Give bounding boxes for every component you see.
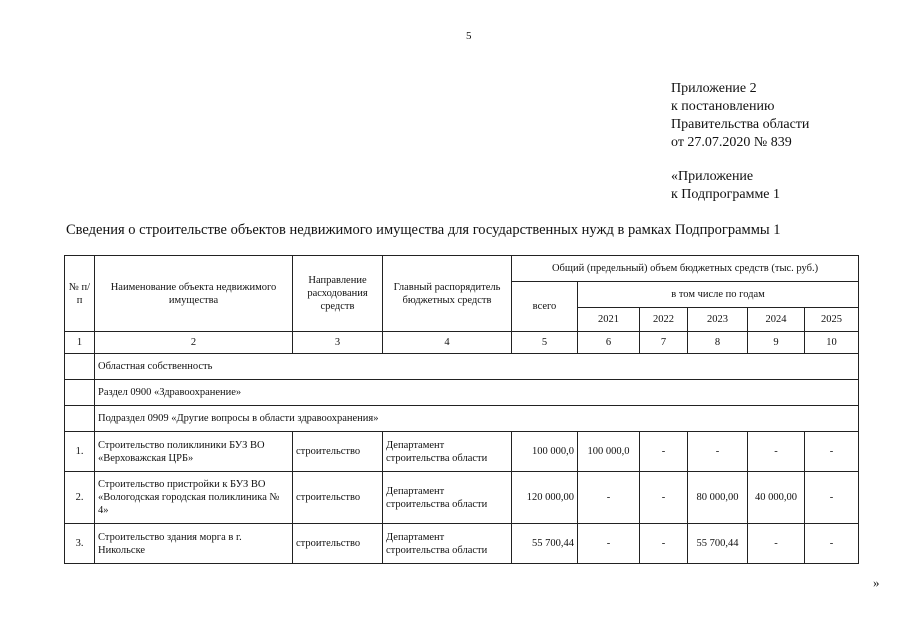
- object-name: Строительство пристройки к БУЗ ВО «Вологодская городская поликлиника № 4»: [95, 472, 293, 524]
- direction: строительство: [293, 524, 383, 564]
- row-num: 1.: [65, 432, 95, 472]
- object-name: Строительство здания морга в г. Никольске: [95, 524, 293, 564]
- header-direction: Направление расходования средств: [293, 256, 383, 332]
- manager: Департамент строительства области: [383, 432, 512, 472]
- col-number: 10: [805, 332, 859, 354]
- year-value: -: [640, 432, 688, 472]
- object-name: Строительство поликлиники БУЗ ВО «Верховажская ЦРБ»: [95, 432, 293, 472]
- appendix-line: к Подпрограмме 1: [671, 187, 781, 202]
- year-value: -: [748, 524, 805, 564]
- appendix-line: «Приложение: [671, 169, 754, 184]
- row-num: 2.: [65, 472, 95, 524]
- year-value: 55 700,44: [688, 524, 748, 564]
- empty-cell: [65, 380, 95, 406]
- page-number: 5: [466, 30, 472, 42]
- construction-table: [64, 255, 859, 564]
- appendix-line: от 27.07.2020 № 839: [671, 135, 792, 150]
- col-number: 3: [293, 332, 383, 354]
- manager: Департамент строительства области: [383, 472, 512, 524]
- direction: строительство: [293, 472, 383, 524]
- table-row: [65, 524, 859, 564]
- year-value: -: [578, 472, 640, 524]
- section-row: Областная собственность: [95, 354, 859, 380]
- table-row: [65, 432, 859, 472]
- year-value: -: [688, 432, 748, 472]
- section-row: Подраздел 0909 «Другие вопросы в области здравоохранения»: [95, 406, 859, 432]
- header-year: 2021: [578, 308, 640, 332]
- year-value: 80 000,00: [688, 472, 748, 524]
- year-value: -: [805, 524, 859, 564]
- col-number: 9: [748, 332, 805, 354]
- appendix-line: к постановлению: [671, 99, 775, 114]
- year-value: -: [805, 432, 859, 472]
- year-value: 40 000,00: [748, 472, 805, 524]
- header-budget: Общий (предельный) объем бюджетных средств (тыс. руб.): [512, 256, 859, 282]
- document-title: Сведения о строительстве объектов недвижимого имущества для государственных нужд в рамках Подпрограммы 1: [66, 222, 781, 238]
- col-number: 6: [578, 332, 640, 354]
- col-number: 5: [512, 332, 578, 354]
- year-value: -: [578, 524, 640, 564]
- col-number: 8: [688, 332, 748, 354]
- header-year: 2023: [688, 308, 748, 332]
- col-number: 2: [95, 332, 293, 354]
- col-number: 1: [65, 332, 95, 354]
- header-name: Наименование объекта недвижимого имущества: [95, 256, 293, 332]
- header-total: всего: [512, 282, 578, 332]
- header-year: 2024: [748, 308, 805, 332]
- direction: строительство: [293, 432, 383, 472]
- total-value: 100 000,0: [512, 432, 578, 472]
- year-value: -: [805, 472, 859, 524]
- appendix-line: Правительства области: [671, 117, 810, 132]
- spacer: [671, 152, 809, 168]
- empty-cell: [65, 406, 95, 432]
- table-row: [65, 472, 859, 524]
- year-value: -: [748, 432, 805, 472]
- year-value: 100 000,0: [578, 432, 640, 472]
- header-by-years: в том числе по годам: [578, 282, 859, 308]
- col-number: 7: [640, 332, 688, 354]
- appendix-block: [671, 80, 809, 204]
- empty-cell: [65, 354, 95, 380]
- section-row: Раздел 0900 «Здравоохранение»: [95, 380, 859, 406]
- header-num: № п/п: [65, 256, 95, 332]
- closing-quote: »: [873, 575, 880, 590]
- row-num: 3.: [65, 524, 95, 564]
- manager: Департамент строительства области: [383, 524, 512, 564]
- col-number: 4: [383, 332, 512, 354]
- appendix-line: Приложение 2: [671, 81, 757, 96]
- header-year: 2025: [805, 308, 859, 332]
- total-value: 120 000,00: [512, 472, 578, 524]
- header-manager: Главный распорядитель бюджетных средств: [383, 256, 512, 332]
- year-value: -: [640, 524, 688, 564]
- year-value: -: [640, 472, 688, 524]
- total-value: 55 700,44: [512, 524, 578, 564]
- header-year: 2022: [640, 308, 688, 332]
